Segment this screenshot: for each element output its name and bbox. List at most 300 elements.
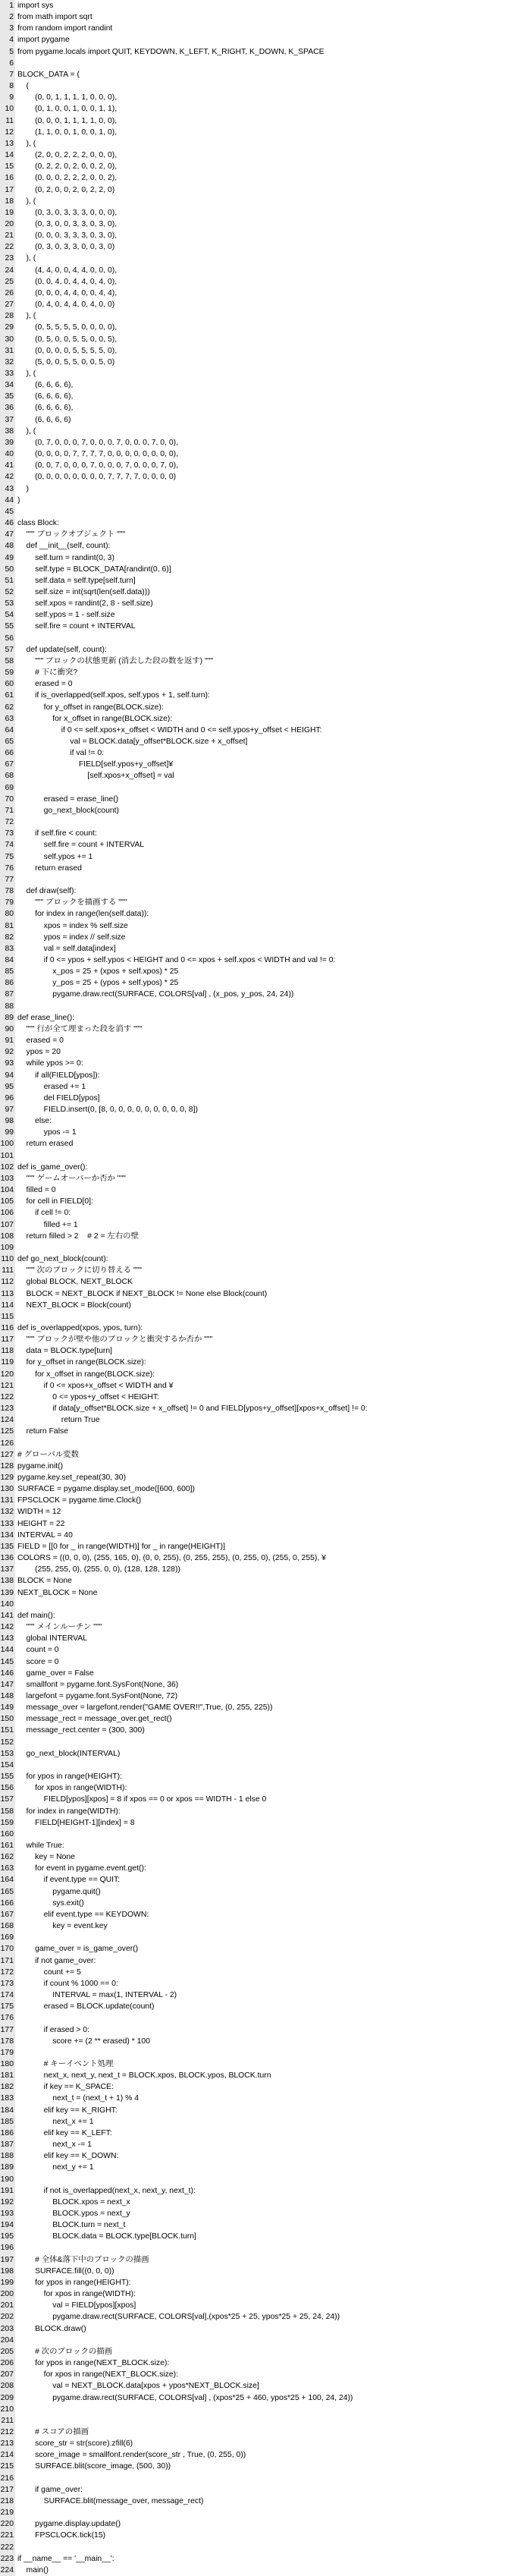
code-text: BLOCK = NEXT_BLOCK if NEXT_BLOCK != None else Block(count) xyxy=(17,1289,268,1298)
code-line xyxy=(0,2461,508,2472)
code-text: return erased xyxy=(17,863,82,873)
code-line xyxy=(0,460,508,471)
line-number: 207 xyxy=(0,2369,15,2380)
line-number: 182 xyxy=(0,2081,15,2093)
code-text: self.turn = randint(0, 3) xyxy=(17,553,114,562)
code-line xyxy=(0,874,508,885)
code-text: del FIELD[ypos] xyxy=(17,1093,100,1102)
line-number: 162 xyxy=(0,1851,15,1863)
code-line xyxy=(0,1173,508,1184)
code-line xyxy=(0,2473,508,2484)
code-line xyxy=(0,575,508,587)
line-number: 110 xyxy=(0,1253,15,1265)
code-line xyxy=(0,1345,508,1357)
code-line xyxy=(0,828,508,839)
code-text: (0, 1, 0, 0, 1, 0, 0, 1, 1), xyxy=(17,105,118,114)
code-line xyxy=(0,1748,508,1760)
line-number: 135 xyxy=(0,1541,15,1552)
line-number: 190 xyxy=(0,2174,15,2185)
line-number: 215 xyxy=(0,2461,15,2472)
code-text: BLOCK.turn = next_t xyxy=(17,2221,126,2230)
code-line xyxy=(0,2369,508,2380)
line-number: 85 xyxy=(0,966,15,977)
code-line xyxy=(0,2254,508,2266)
code-line xyxy=(0,2047,508,2059)
code-text: (6, 6, 6, 6), xyxy=(17,381,74,390)
code-line xyxy=(0,345,508,357)
code-text: ypos = index // self.size xyxy=(17,933,126,942)
code-text: (0, 3, 0, 3, 3, 0, 0, 3, 0) xyxy=(17,243,115,252)
code-line xyxy=(0,2496,508,2507)
line-number: 211 xyxy=(0,2415,15,2427)
line-number: 217 xyxy=(0,2484,15,2496)
code-text: pygame.display.update() xyxy=(17,2520,121,2529)
code-line xyxy=(0,2174,508,2185)
line-number: 83 xyxy=(0,943,15,955)
code-line xyxy=(0,966,508,977)
line-number: 163 xyxy=(0,1863,15,1874)
code-line xyxy=(0,322,508,333)
code-text: ), ( xyxy=(17,426,36,436)
code-text xyxy=(15,816,508,828)
line-number: 98 xyxy=(0,1115,15,1127)
code-text: def __init__(self, count): xyxy=(17,542,111,551)
line-number: 146 xyxy=(0,1668,15,1679)
code-line xyxy=(0,690,508,701)
line-number: 168 xyxy=(0,1920,15,1932)
code-text: count = 0 xyxy=(17,1646,59,1655)
line-number: 80 xyxy=(0,908,15,920)
code-line xyxy=(0,1012,508,1024)
code-line xyxy=(0,2484,508,2496)
code-text: self.size = int(sqrt(len(self.data))) xyxy=(17,587,150,596)
code-line xyxy=(0,1058,508,1069)
code-line xyxy=(0,127,508,138)
code-text: erased += 1 xyxy=(17,1082,86,1091)
code-text: smallfont = pygame.font.SysFont(None, 36) xyxy=(17,1680,179,1689)
code-line xyxy=(0,1414,508,1426)
line-number: 13 xyxy=(0,138,15,149)
code-text: if is_overlapped(self.xpos, self.ypos + 1, self.turn): xyxy=(17,691,210,700)
line-number: 18 xyxy=(0,196,15,207)
code-line xyxy=(0,2162,508,2173)
code-text: pygame.draw.rect(SURFACE, COLORS[val] , (xpos*25 + 460, ypos*25 + 100, 24, 24)) xyxy=(17,2393,353,2402)
line-number: 68 xyxy=(0,770,15,782)
line-number: 64 xyxy=(0,725,15,736)
code-text xyxy=(15,1829,508,1840)
line-number: 203 xyxy=(0,2323,15,2335)
code-line xyxy=(0,1610,508,1621)
line-number: 15 xyxy=(0,161,15,172)
code-line xyxy=(0,609,508,621)
code-text: WIDTH = 12 xyxy=(17,1508,61,1517)
code-line xyxy=(0,564,508,575)
code-text xyxy=(15,1599,508,1610)
code-text: for x_offset in range(BLOCK.size): xyxy=(17,714,173,723)
line-number: 37 xyxy=(0,414,15,426)
code-line xyxy=(0,334,508,345)
code-line xyxy=(0,1575,508,1587)
code-text: (0, 0, 1, 1, 1, 1, 0, 0, 0), xyxy=(17,93,118,102)
code-line xyxy=(0,1760,508,1771)
line-number: 60 xyxy=(0,678,15,690)
code-line xyxy=(0,1115,508,1127)
code-text: SURFACE.blit(score_image, (500, 30)) xyxy=(17,2462,171,2471)
line-number: 212 xyxy=(0,2427,15,2438)
line-number: 53 xyxy=(0,598,15,609)
code-line xyxy=(0,1587,508,1599)
line-number: 51 xyxy=(0,575,15,587)
code-text: score_image = smallfont.render(score_str , True, (0, 255, 0)) xyxy=(17,2451,246,2460)
code-line xyxy=(0,1967,508,1978)
code-text: ), ( xyxy=(17,254,36,263)
code-text: BLOCK.draw() xyxy=(17,2324,86,2333)
line-number: 221 xyxy=(0,2530,15,2541)
line-number: 150 xyxy=(0,1713,15,1725)
code-text: INTERVAL = max(1, INTERVAL - 2) xyxy=(17,1991,177,2000)
code-line xyxy=(0,1599,508,1610)
code-line xyxy=(0,2335,508,2346)
line-number: 117 xyxy=(0,1334,15,1345)
code-line xyxy=(0,1530,508,1541)
line-number: 96 xyxy=(0,1093,15,1104)
code-line xyxy=(0,1725,508,1736)
code-text: [self.xpos+x_offset] = val xyxy=(17,772,174,781)
line-number: 176 xyxy=(0,2012,15,2024)
code-text: if count % 1000 == 0: xyxy=(17,1979,118,1988)
line-number: 206 xyxy=(0,2357,15,2369)
code-line xyxy=(0,310,508,322)
code-line xyxy=(0,1552,508,1564)
code-line xyxy=(0,633,508,644)
code-line xyxy=(0,1679,508,1691)
line-number: 224 xyxy=(0,2565,15,2576)
code-text xyxy=(15,2473,508,2484)
code-line xyxy=(0,1334,508,1345)
code-text: (0, 7, 0, 0, 0, 7, 0, 0, 0, 7, 0, 0, 0, 7, 0, 0), xyxy=(17,438,178,447)
code-line xyxy=(0,1196,508,1207)
line-number: 152 xyxy=(0,1737,15,1748)
code-line xyxy=(0,230,508,241)
code-line xyxy=(0,932,508,943)
line-number: 154 xyxy=(0,1760,15,1771)
line-number: 214 xyxy=(0,2449,15,2461)
code-text: if cell != 0: xyxy=(17,1209,71,1218)
code-text: if 0 <= self.xpos+x_offset < WIDTH and 0 <= self.ypos+y_offset < HEIGHT: xyxy=(17,725,322,734)
code-text: # 次のブロックの描画 xyxy=(17,2347,113,2356)
code-line xyxy=(0,23,508,34)
code-line xyxy=(0,1978,508,1989)
code-line xyxy=(0,794,508,805)
code-line xyxy=(0,2438,508,2449)
code-text xyxy=(15,2012,508,2024)
code-text: if __name__ == '__main__': xyxy=(17,2554,114,2563)
line-number: 129 xyxy=(0,1472,15,1483)
code-text: val = FIELD[ypos][xpos] xyxy=(17,2301,136,2310)
line-number: 216 xyxy=(0,2473,15,2484)
line-number: 39 xyxy=(0,437,15,448)
code-text: score += (2 ** erased) * 100 xyxy=(17,2037,150,2046)
code-text: pygame.quit() xyxy=(17,1887,101,1896)
code-line xyxy=(0,2357,508,2369)
code-text: score_str = str(score).zfill(6) xyxy=(17,2439,133,2449)
code-text: main() xyxy=(17,2565,49,2574)
code-text: (0, 2, 0, 0, 2, 0, 2, 2, 0) xyxy=(17,185,115,194)
code-text: def erase_line(): xyxy=(17,1013,75,1022)
code-line xyxy=(0,1392,508,1403)
code-text: """ メインルーチン """ xyxy=(17,1623,102,1632)
code-line xyxy=(0,897,508,908)
code-line xyxy=(0,2024,508,2036)
code-text: def is_overlapped(xpos, ypos, turn): xyxy=(17,1323,143,1332)
line-number: 9 xyxy=(0,92,15,103)
code-text: FPSCLOCK = pygame.time.Clock() xyxy=(17,1496,142,1505)
code-line xyxy=(0,253,508,264)
code-text: largefont = pygame.font.SysFont(None, 72) xyxy=(17,1691,178,1700)
line-number: 137 xyxy=(0,1564,15,1575)
code-line xyxy=(0,770,508,782)
code-line xyxy=(0,1070,508,1081)
line-number: 119 xyxy=(0,1357,15,1368)
line-number: 56 xyxy=(0,633,15,644)
code-text: ) xyxy=(17,495,20,505)
code-line xyxy=(0,1506,508,1518)
line-number: 57 xyxy=(0,644,15,656)
line-number: 49 xyxy=(0,552,15,564)
code-text: next_t = (next_t + 1) % 4 xyxy=(17,2094,139,2103)
code-text xyxy=(15,782,508,794)
line-number: 139 xyxy=(0,1587,15,1599)
line-number: 12 xyxy=(0,127,15,138)
line-number: 132 xyxy=(0,1506,15,1518)
code-text: key = event.key xyxy=(17,1922,108,1931)
code-text xyxy=(15,1150,508,1162)
line-number: 131 xyxy=(0,1495,15,1506)
code-text: """ ブロックを描画する """ xyxy=(17,898,127,907)
code-line xyxy=(0,2093,508,2104)
code-line xyxy=(0,1518,508,1530)
line-number: 72 xyxy=(0,816,15,828)
code-text: filled += 1 xyxy=(17,1220,78,1229)
code-line xyxy=(0,1024,508,1035)
code-line xyxy=(0,1932,508,1943)
line-number: 198 xyxy=(0,2266,15,2277)
code-text: for xpos in range(WIDTH): xyxy=(17,1784,127,1793)
code-text: (255, 255, 0), (255, 0, 0), (128, 128, 128)) xyxy=(17,1565,180,1574)
code-text xyxy=(15,874,508,885)
code-line xyxy=(0,1081,508,1093)
line-number: 219 xyxy=(0,2507,15,2518)
code-line xyxy=(0,2219,508,2231)
code-text: for ypos in range(HEIGHT): xyxy=(17,1772,123,1782)
code-text: SURFACE = pygame.display.set_mode([600, 600]) xyxy=(17,1485,196,1494)
code-text: (0, 4, 0, 4, 4, 0, 4, 0, 0) xyxy=(17,300,115,310)
code-line xyxy=(0,725,508,736)
code-text: NEXT_BLOCK = None xyxy=(17,1588,98,1597)
code-line xyxy=(0,1035,508,1046)
code-line xyxy=(0,908,508,920)
line-number: 147 xyxy=(0,1679,15,1691)
code-text: (6, 6, 6, 6) xyxy=(17,415,71,424)
line-number: 8 xyxy=(0,80,15,92)
code-line xyxy=(0,1288,508,1300)
code-text: while True: xyxy=(17,1842,64,1850)
code-text: ypos -= 1 xyxy=(17,1128,77,1137)
code-line xyxy=(0,2266,508,2277)
code-text xyxy=(15,633,508,644)
code-text xyxy=(15,1438,508,1449)
code-line xyxy=(0,207,508,219)
code-text: NEXT_BLOCK = Block(count) xyxy=(17,1301,131,1310)
line-number: 32 xyxy=(0,357,15,368)
code-text: from random import randint xyxy=(17,24,113,33)
code-line xyxy=(0,1300,508,1311)
line-number: 173 xyxy=(0,1978,15,1989)
code-line xyxy=(0,2059,508,2070)
code-text: else: xyxy=(17,1117,52,1126)
line-number: 81 xyxy=(0,920,15,932)
code-line xyxy=(0,1253,508,1265)
code-line xyxy=(0,782,508,794)
line-number: 123 xyxy=(0,1403,15,1414)
line-number: 48 xyxy=(0,540,15,552)
line-number: 155 xyxy=(0,1771,15,1782)
code-text: return True xyxy=(17,1416,100,1425)
line-number: 115 xyxy=(0,1311,15,1323)
line-number: 55 xyxy=(0,621,15,632)
code-text: for y_offset in range(BLOCK.size): xyxy=(17,1358,146,1367)
code-line xyxy=(0,2300,508,2311)
line-number: 178 xyxy=(0,2036,15,2047)
code-text: (0, 0, 7, 0, 0, 0, 7, 0, 0, 0, 7, 0, 0, 0, 7, 0), xyxy=(17,461,178,470)
code-line xyxy=(0,2012,508,2024)
line-number: 209 xyxy=(0,2392,15,2404)
code-text: return filled > 2 # 2 = 左右の壁 xyxy=(17,1231,139,1241)
line-number: 126 xyxy=(0,1438,15,1449)
code-line xyxy=(0,1955,508,1967)
code-line xyxy=(0,1380,508,1392)
code-text: self.ypos += 1 xyxy=(17,852,93,861)
code-text: self.fire = count + INTERVAL xyxy=(17,841,145,850)
code-line xyxy=(0,219,508,230)
line-number: 36 xyxy=(0,402,15,414)
code-line xyxy=(0,2449,508,2461)
line-number: 19 xyxy=(0,207,15,219)
code-line xyxy=(0,2542,508,2553)
code-text: elif key == K_DOWN: xyxy=(17,2152,119,2161)
line-number: 30 xyxy=(0,334,15,345)
code-text: FIELD.insert(0, [8, 0, 0, 0, 0, 0, 0, 0, 0, 0, 8]) xyxy=(17,1106,198,1114)
code-text: FPSCLOCK.tick(15) xyxy=(17,2531,106,2540)
code-text: ), ( xyxy=(17,370,36,378)
code-line xyxy=(0,863,508,874)
code-text: erased = erase_line() xyxy=(17,794,119,804)
code-line xyxy=(0,1668,508,1679)
line-number: 136 xyxy=(0,1552,15,1564)
code-line xyxy=(0,955,508,966)
line-number: 35 xyxy=(0,391,15,402)
code-line xyxy=(0,529,508,540)
code-line xyxy=(0,747,508,759)
line-number: 29 xyxy=(0,322,15,333)
code-line xyxy=(0,1909,508,1920)
code-line xyxy=(0,1449,508,1461)
code-line xyxy=(0,448,508,460)
code-text: ) xyxy=(17,484,30,493)
code-text: INTERVAL = 40 xyxy=(17,1530,73,1540)
line-number: 205 xyxy=(0,2346,15,2357)
line-number: 200 xyxy=(0,2288,15,2300)
code-text: HEIGHT = 22 xyxy=(17,1519,65,1528)
code-text: elif event.type == KEYDOWN: xyxy=(17,1910,149,1919)
code-line xyxy=(0,2427,508,2438)
line-number: 197 xyxy=(0,2254,15,2266)
line-number: 142 xyxy=(0,1621,15,1633)
line-number: 24 xyxy=(0,265,15,276)
code-text: if 0 <= xpos+x_offset < WIDTH and ¥ xyxy=(17,1381,174,1390)
code-text: pygame.key.set_repeat(30, 30) xyxy=(17,1474,127,1482)
line-number: 84 xyxy=(0,955,15,966)
code-line xyxy=(0,2392,508,2404)
code-text xyxy=(15,2242,508,2254)
code-text: (0, 2, 2, 0, 2, 0, 0, 2, 0), xyxy=(17,162,118,171)
code-text: # 下に衝突? xyxy=(17,668,78,678)
code-line xyxy=(0,1369,508,1380)
code-line xyxy=(0,80,508,92)
line-number: 116 xyxy=(0,1323,15,1334)
code-text: for cell in FIELD[0]: xyxy=(17,1197,93,1206)
code-text xyxy=(15,1760,508,1771)
code-text: ), ( xyxy=(17,139,36,148)
code-line xyxy=(0,1702,508,1713)
code-text xyxy=(15,1242,508,1253)
line-number: 70 xyxy=(0,794,15,805)
line-number: 89 xyxy=(0,1012,15,1024)
line-number: 167 xyxy=(0,1909,15,1920)
code-line xyxy=(0,2081,508,2093)
line-number: 145 xyxy=(0,1656,15,1668)
code-text: for index in range(WIDTH): xyxy=(17,1807,121,1816)
code-text: filled = 0 xyxy=(17,1186,56,1195)
code-text: FIELD = [[0 for _ in range(WIDTH)] for _ in range(HEIGHT)] xyxy=(17,1542,225,1551)
code-line xyxy=(0,1943,508,1955)
code-text: pygame.draw.rect(SURFACE, COLORS[val],(xpos*25 + 25, ypos*25 + 25, 24, 24)) xyxy=(17,2313,340,2322)
code-line xyxy=(0,805,508,816)
code-text: for ypos in range(NEXT_BLOCK.size): xyxy=(17,2359,170,2368)
code-line xyxy=(0,1564,508,1575)
code-text: sys.exit() xyxy=(17,1898,84,1908)
code-text: xpos = index % self.size xyxy=(17,921,128,930)
code-text xyxy=(15,1932,508,1943)
code-line xyxy=(0,1829,508,1840)
line-number: 109 xyxy=(0,1242,15,1253)
code-text: go_next_block(INTERVAL) xyxy=(17,1749,121,1758)
line-number: 161 xyxy=(0,1840,15,1851)
code-text: (0, 0, 0, 1, 1, 1, 1, 0, 0), xyxy=(17,116,118,125)
code-line xyxy=(0,2197,508,2208)
line-number: 90 xyxy=(0,1024,15,1035)
line-number: 62 xyxy=(0,702,15,713)
code-text: from pygame.locals import QUIT, KEYDOWN, K_LEFT, K_RIGHT, K_DOWN, K_SPACE xyxy=(17,47,325,56)
code-line xyxy=(0,161,508,172)
line-number: 87 xyxy=(0,989,15,1000)
code-text xyxy=(15,2404,508,2415)
line-number: 21 xyxy=(0,230,15,241)
line-number: 210 xyxy=(0,2404,15,2415)
code-line xyxy=(0,2185,508,2197)
line-number: 11 xyxy=(0,115,15,127)
code-text: x_pos = 25 + (xpos + self.xpos) * 25 xyxy=(17,967,179,977)
